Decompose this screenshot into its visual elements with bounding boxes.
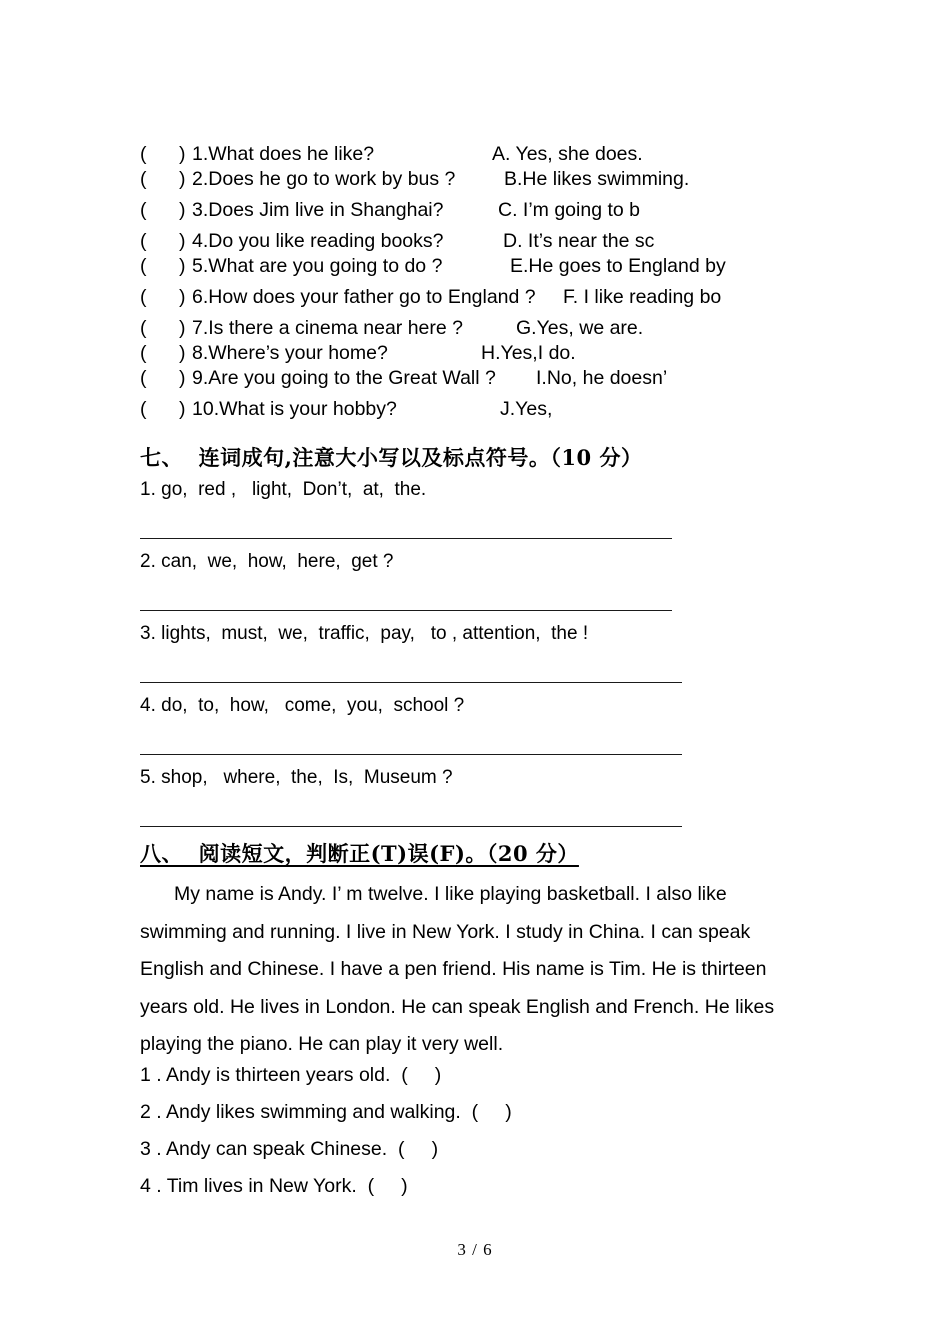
matching-row [140,397,840,422]
matching-answer-option: H.Yes,I do. [481,342,576,364]
answer-bracket[interactable]: ( ) [140,367,186,389]
answer-line-1[interactable] [140,538,672,539]
matching-exercise-list [140,142,840,422]
matching-row [140,341,840,366]
matching-question: 6.How does your father go to England ? [192,286,536,308]
answer-line-5[interactable] [140,826,682,827]
matching-answer-option: E.He goes to England by [510,255,726,277]
word-order-item-5: 5. shop, where, the, Is, Museum ? [140,767,453,788]
matching-row [140,316,840,341]
answer-line-3[interactable] [140,682,682,683]
answer-bracket[interactable]: ( ) [140,398,186,420]
matching-answer-option: I.No, he doesn’ [536,367,668,389]
matching-answer-option: A. Yes, she does. [492,143,643,165]
word-order-item-4: 4. do, to, how, come, you, school ? [140,695,465,716]
matching-answer-option: B.He likes swimming. [504,168,690,190]
true-false-item-2[interactable]: 2 . Andy likes swimming and walking. ( ) [140,1101,512,1123]
answer-bracket[interactable]: ( ) [140,342,186,364]
true-false-item-4[interactable]: 4 . Tim lives in New York. ( ) [140,1175,408,1197]
true-false-item-3[interactable]: 3 . Andy can speak Chinese. ( ) [140,1138,439,1160]
answer-bracket[interactable]: ( ) [140,199,186,221]
matching-question: 4.Do you like reading books? [192,230,444,252]
page-number-footer: 3 / 6 [457,1240,493,1259]
matching-row [140,254,840,279]
answer-bracket[interactable]: ( ) [140,317,186,339]
matching-question: 1.What does he like? [192,143,375,165]
matching-answer-option: C. I’m going to b [498,199,640,221]
matching-row [140,167,840,192]
matching-answer-option: G.Yes, we are. [516,317,644,339]
matching-question: 10.What is your hobby? [192,398,397,420]
answer-bracket[interactable]: ( ) [140,255,186,277]
answer-line-2[interactable] [140,610,672,611]
matching-row [140,142,840,167]
matching-question: 5.What are you going to do ? [192,255,443,277]
answer-bracket[interactable]: ( ) [140,286,186,308]
reading-passage: My name is Andy. I’ m twelve. I like playing basketball. I also like swimming and running. I live in New York. I study in China. I can speak English and Chinese. I have a pen friend. His name is Tim. He is thirteen years old. He lives in London. He can speak English and French. He likes playing the piano. He can play it very well. [140,883,775,1055]
matching-row [140,229,840,254]
word-order-item-2: 2. can, we, how, here, get ? [140,551,394,572]
matching-answer-option: F. I like reading bo [563,286,722,308]
answer-line-4[interactable] [140,754,682,755]
section-eight-heading: 八、 阅读短文，判断正(T)误(F)。（20 分） [140,841,579,866]
matching-question: 2.Does he go to work by bus ? [192,168,456,190]
matching-question: 8.Where’s your home? [192,342,388,364]
answer-bracket[interactable]: ( ) [140,168,186,190]
answer-bracket[interactable]: ( ) [140,230,186,252]
matching-row [140,366,840,391]
matching-question: 7.Is there a cinema near here ? [192,317,463,339]
matching-question: 3.Does Jim live in Shanghai? [192,199,444,221]
word-order-item-3: 3. lights, must, we, traffic, pay, to , attention, the ! [140,623,589,644]
section-seven-heading: 七、 连词成句,注意大小写以及标点符号。（10 分） [140,445,643,470]
matching-row [140,285,840,310]
matching-answer-option: J.Yes, [500,398,553,420]
true-false-item-1[interactable]: 1 . Andy is thirteen years old. ( ) [140,1064,442,1086]
matching-question: 9.Are you going to the Great Wall ? [192,367,496,389]
word-order-item-1: 1. go, red , light, Don’t, at, the. [140,479,427,500]
matching-answer-option: D. It’s near the sc [503,230,655,252]
answer-bracket[interactable]: ( ) [140,143,186,165]
matching-row [140,198,840,223]
